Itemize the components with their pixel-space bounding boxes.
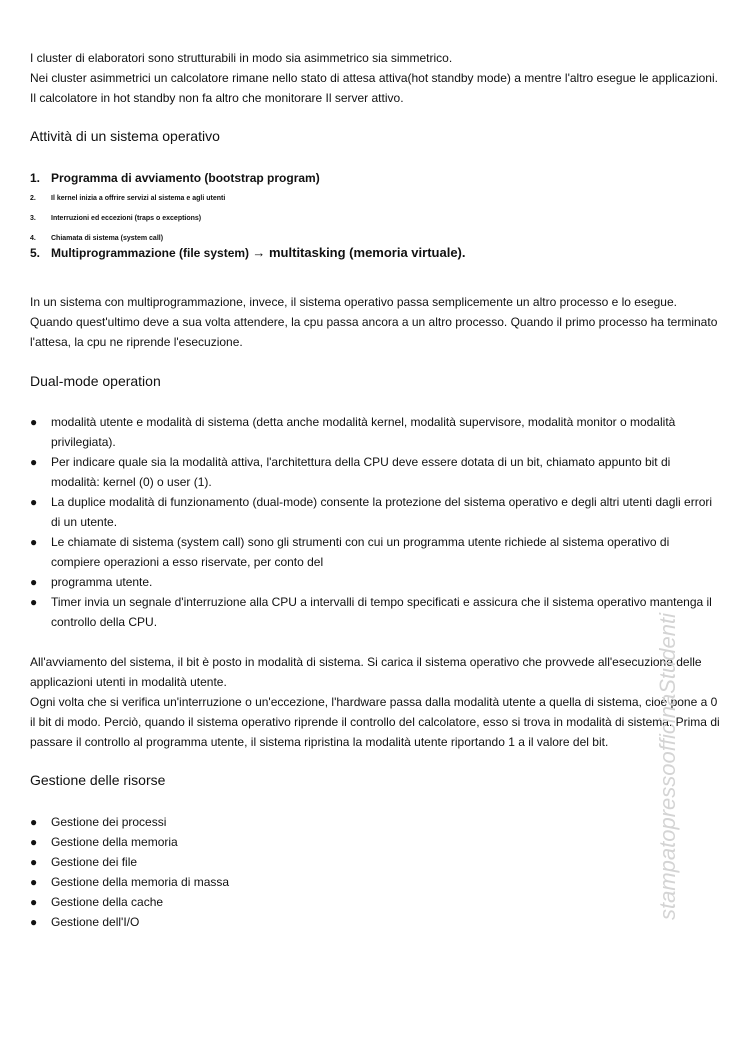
bullet-icon: ● <box>30 575 38 589</box>
bullet-icon: ● <box>30 455 38 469</box>
list-item-text: modalità utente e modalità di sistema (detta anche modalità kernel, modalità supervisore, modalità monitor o modalità privilegiata). <box>51 415 676 449</box>
list-item <box>30 452 720 492</box>
list-item <box>30 832 720 852</box>
step-number: 3. <box>30 215 36 222</box>
list-item-text: Gestione dell'I/O <box>51 915 140 929</box>
step-number: 4. <box>30 235 36 242</box>
step-3 <box>30 215 201 222</box>
step-number: 2. <box>30 195 36 202</box>
list-item-text: Gestione dei processi <box>51 815 167 829</box>
list-item <box>30 812 720 832</box>
bullet-icon: ● <box>30 875 38 889</box>
bullet-icon: ● <box>30 815 38 829</box>
list-item-text: La duplice modalità di funzionamento (dual-mode) consente la protezione del sistema operativo e degli altri utenti dagli errori di un utente. <box>51 495 713 529</box>
watermark: stampatopressoofficinaStudenti <box>655 613 680 920</box>
step-1 <box>30 171 320 185</box>
list-item-text: Le chiamate di sistema (system call) sono gli strumenti con cui un programma utente richiede al sistema operativo di compiere operazioni a esso riservate, per conto del <box>51 535 670 569</box>
step-text: Chiamata di sistema (system call) <box>51 235 164 242</box>
bullet-icon: ● <box>30 415 38 429</box>
list-item <box>30 572 720 592</box>
list-item-text: programma utente. <box>51 575 153 589</box>
bullet-icon: ● <box>30 895 38 909</box>
list-item <box>30 492 720 532</box>
intro-paragraph: Nei cluster asimmetrici un calcolatore rimane nello stato di attesa attiva(hot standby mode) a mentre l'altro esegue le applicazioni. Il calcolatore in hot standby non fa altro che monitorare Il server attivo. <box>30 71 718 105</box>
list-item-text: Gestione dei file <box>51 855 138 869</box>
bullet-icon: ● <box>30 855 38 869</box>
heading-resources: Gestione delle risorse <box>30 772 166 788</box>
step-number: 1. <box>30 171 41 185</box>
intro-line-1: I cluster di elaboratori sono strutturabili in modo sia asimmetrico sia simmetrico. <box>30 51 453 65</box>
step-text: Interruzioni ed eccezioni (traps o exceptions) <box>51 215 202 222</box>
interrupt-paragraph: Ogni volta che si verifica un'interruzione o un'eccezione, l'hardware passa dalla modalità utente a quella di sistema, cioè pone a 0 il bit di modo. Perciò, quando il sistema operativo riprende il controllo del calcolatore, esso si trova in modalità di sistema. Prima di passare il controllo al programma utente, il sistema ripristina la modalità utente riportando 1 a il valore del bit. <box>30 695 720 749</box>
list-item <box>30 532 720 572</box>
heading-os-activities: Attività di un sistema operativo <box>30 128 220 144</box>
multiprogramming-paragraph: In un sistema con multiprogrammazione, invece, il sistema operativo passa semplicemente un altro processo e lo esegue. Quando quest'ultimo deve a sua volta attendere, la cpu passa ancora a un altro processo. Quando il primo processo ha terminato l'attesa, la cpu ne riprende l'esecuzione. <box>30 295 718 349</box>
bullet-icon: ● <box>30 915 38 929</box>
list-item <box>30 872 720 892</box>
bullet-icon: ● <box>30 535 38 549</box>
bullet-icon: ● <box>30 595 38 609</box>
list-item <box>30 592 720 632</box>
bullet-icon: ● <box>30 495 38 509</box>
step-text: Il kernel inizia a offrire servizi al sistema e agli utenti <box>51 195 226 202</box>
list-item-text: Gestione della cache <box>51 895 164 909</box>
list-item <box>30 892 720 912</box>
list-item-text: Gestione della memoria di massa <box>51 875 230 889</box>
step-text-cont: → multitasking (memoria virtuale). <box>252 245 466 260</box>
step-5 <box>30 245 466 260</box>
list-item-text: Gestione della memoria <box>51 835 178 849</box>
list-item <box>30 912 720 932</box>
step-number: 5. <box>30 246 41 260</box>
step-text: Multiprogrammazione (file system) <box>51 246 250 260</box>
list-item-text: Per indicare quale sia la modalità attiva, l'architettura della CPU deve essere dotata di un bit, chiamato appunto bit di modalità: kernel (0) o user (1). <box>51 455 671 489</box>
bullet-icon: ● <box>30 835 38 849</box>
list-item-text: Timer invia un segnale d'interruzione alla CPU a intervalli di tempo specificati e assicura che il sistema operativo mantenga il controllo della CPU. <box>51 595 712 629</box>
step-text: Programma di avviamento (bootstrap program) <box>51 171 320 185</box>
heading-dual-mode: Dual-mode operation <box>30 373 161 389</box>
list-item <box>30 412 720 452</box>
step-2 <box>30 195 225 202</box>
step-4 <box>30 235 163 242</box>
list-item <box>30 852 720 872</box>
boot-paragraph: All'avviamento del sistema, il bit è posto in modalità di sistema. Si carica il sistema operativo che provvede all'esecuzione delle applicazioni utenti in modalità utente. <box>30 655 702 689</box>
